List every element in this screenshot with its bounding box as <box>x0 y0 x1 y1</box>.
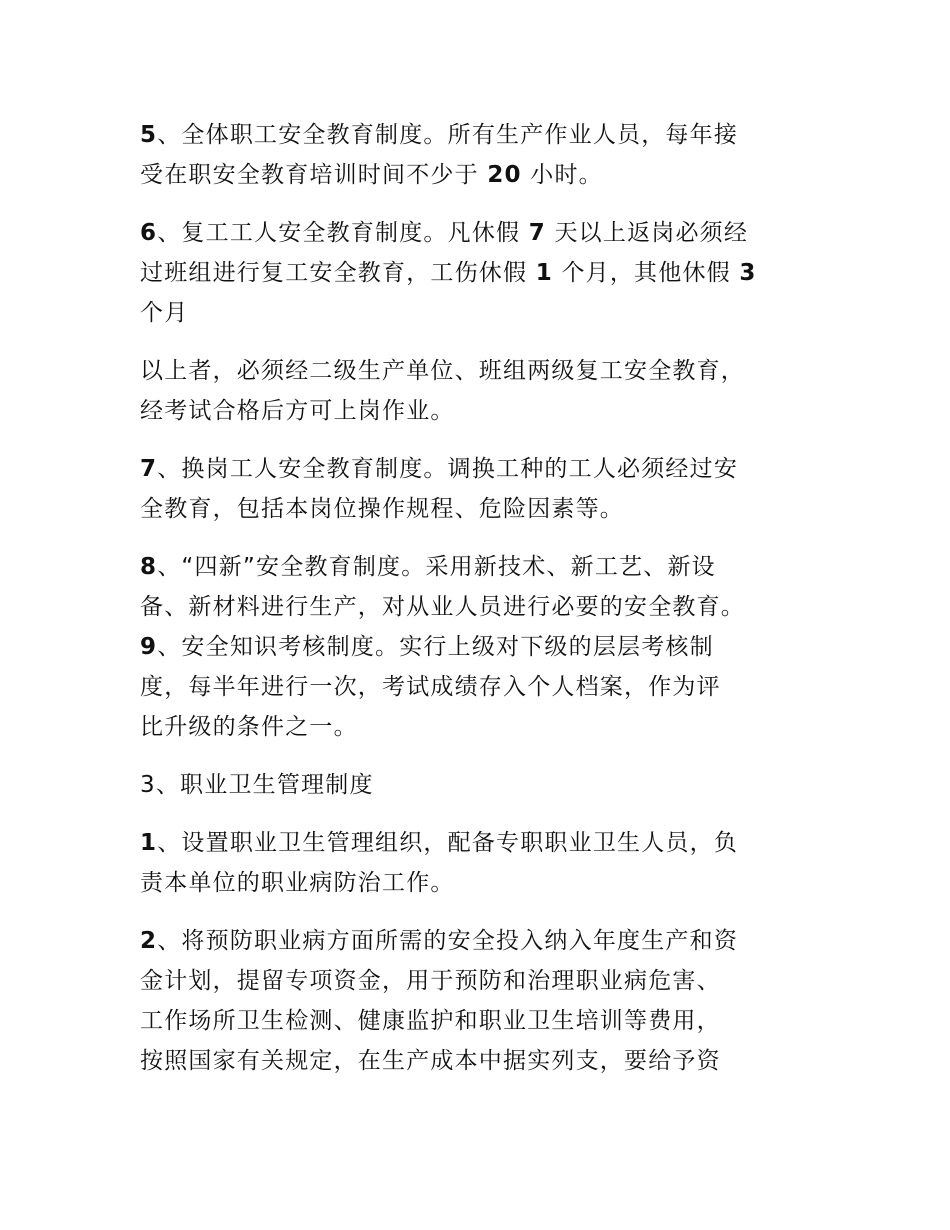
text-line <box>140 1001 820 1041</box>
bold-number: 9 <box>140 634 158 660</box>
text-line <box>140 961 820 1001</box>
text-run: 责本单位的职业病防治工作。 <box>140 870 455 896</box>
paragraph <box>140 823 820 903</box>
text-run: 过班组进行复工安全教育，工伤休假 <box>140 260 536 286</box>
bold-number: 1 <box>140 830 158 856</box>
bold-number: 1 <box>535 260 553 286</box>
text-run: 3 <box>140 772 156 798</box>
text-line <box>140 921 820 961</box>
text-run: 、安全知识考核制度。实行上级对下级的层层考核制 <box>157 634 714 660</box>
text-run: 、“四新”安全教育制度。采用新技术、新工艺、新设 <box>157 554 716 580</box>
text-line <box>140 547 820 587</box>
text-run: 、全体职工安全教育制度。所有生产作业人员，每年接 <box>157 122 739 148</box>
bold-number: 7 <box>528 220 546 246</box>
text-line <box>140 1041 820 1081</box>
text-run: 以上者，必须经二级生产单位、班组两级复工安全教育， <box>140 358 745 384</box>
text-line <box>140 213 820 253</box>
text-line <box>140 489 820 529</box>
text-run: 、职业卫生管理制度 <box>155 772 374 798</box>
text-run: 天以上返岗必须经 <box>545 220 749 246</box>
text-run: 金计划，提留专项资金，用于预防和治理职业病危害、 <box>140 968 721 994</box>
text-line <box>140 863 820 903</box>
text-line <box>140 253 820 293</box>
paragraph <box>140 351 820 431</box>
text-line <box>140 823 820 863</box>
text-line <box>140 115 820 155</box>
bold-number: 5 <box>140 122 158 148</box>
paragraph <box>140 213 820 333</box>
paragraph <box>140 547 820 747</box>
text-line <box>140 351 820 391</box>
text-line <box>140 587 820 627</box>
text-run: 度，每半年进行一次，考试成绩存入个人档案，作为评 <box>140 674 721 700</box>
text-run: 、换岗工人安全教育制度。调换工种的工人必须经过安 <box>157 456 739 482</box>
bold-number: 8 <box>140 554 158 580</box>
text-line <box>140 155 820 195</box>
paragraph <box>140 921 820 1081</box>
text-run: 、设置职业卫生管理组织，配备专职职业卫生人员，负 <box>157 830 739 856</box>
text-run: 个月，其他休假 <box>552 260 740 286</box>
bold-number: 7 <box>140 456 158 482</box>
text-run: 工作场所卫生检测、健康监护和职业卫生培训等费用， <box>140 1008 721 1034</box>
bold-number: 6 <box>140 220 158 246</box>
text-run: 经考试合格后方可上岗作业。 <box>140 398 455 424</box>
text-run: 按照国家有关规定，在生产成本中据实列支，要给予资 <box>140 1048 721 1074</box>
paragraph <box>140 765 820 805</box>
text-line <box>140 707 820 747</box>
text-line <box>140 667 820 707</box>
paragraph <box>140 449 820 529</box>
text-line <box>140 293 820 333</box>
text-run: 个月 <box>140 300 189 326</box>
text-line <box>140 449 820 489</box>
text-line <box>140 765 820 805</box>
text-run: 、将预防职业病方面所需的安全投入纳入年度生产和资 <box>157 928 739 954</box>
paragraph <box>140 115 820 195</box>
text-run: 比升级的条件之一。 <box>140 714 358 740</box>
text-run: 、复工工人安全教育制度。凡休假 <box>157 220 529 246</box>
text-line <box>140 627 820 667</box>
document-page <box>140 115 820 1099</box>
text-run: 备、新材料进行生产，对从业人员进行必要的安全教育。 <box>140 594 745 620</box>
text-run: 受在职安全教育培训时间不少于 <box>140 162 488 188</box>
text-run: 小时。 <box>521 162 603 188</box>
bold-number: 3 <box>739 260 757 286</box>
bold-number: 20 <box>487 162 522 188</box>
bold-number: 2 <box>140 928 158 954</box>
text-line <box>140 391 820 431</box>
text-run: 全教育，包括本岗位操作规程、危险因素等。 <box>140 496 624 522</box>
